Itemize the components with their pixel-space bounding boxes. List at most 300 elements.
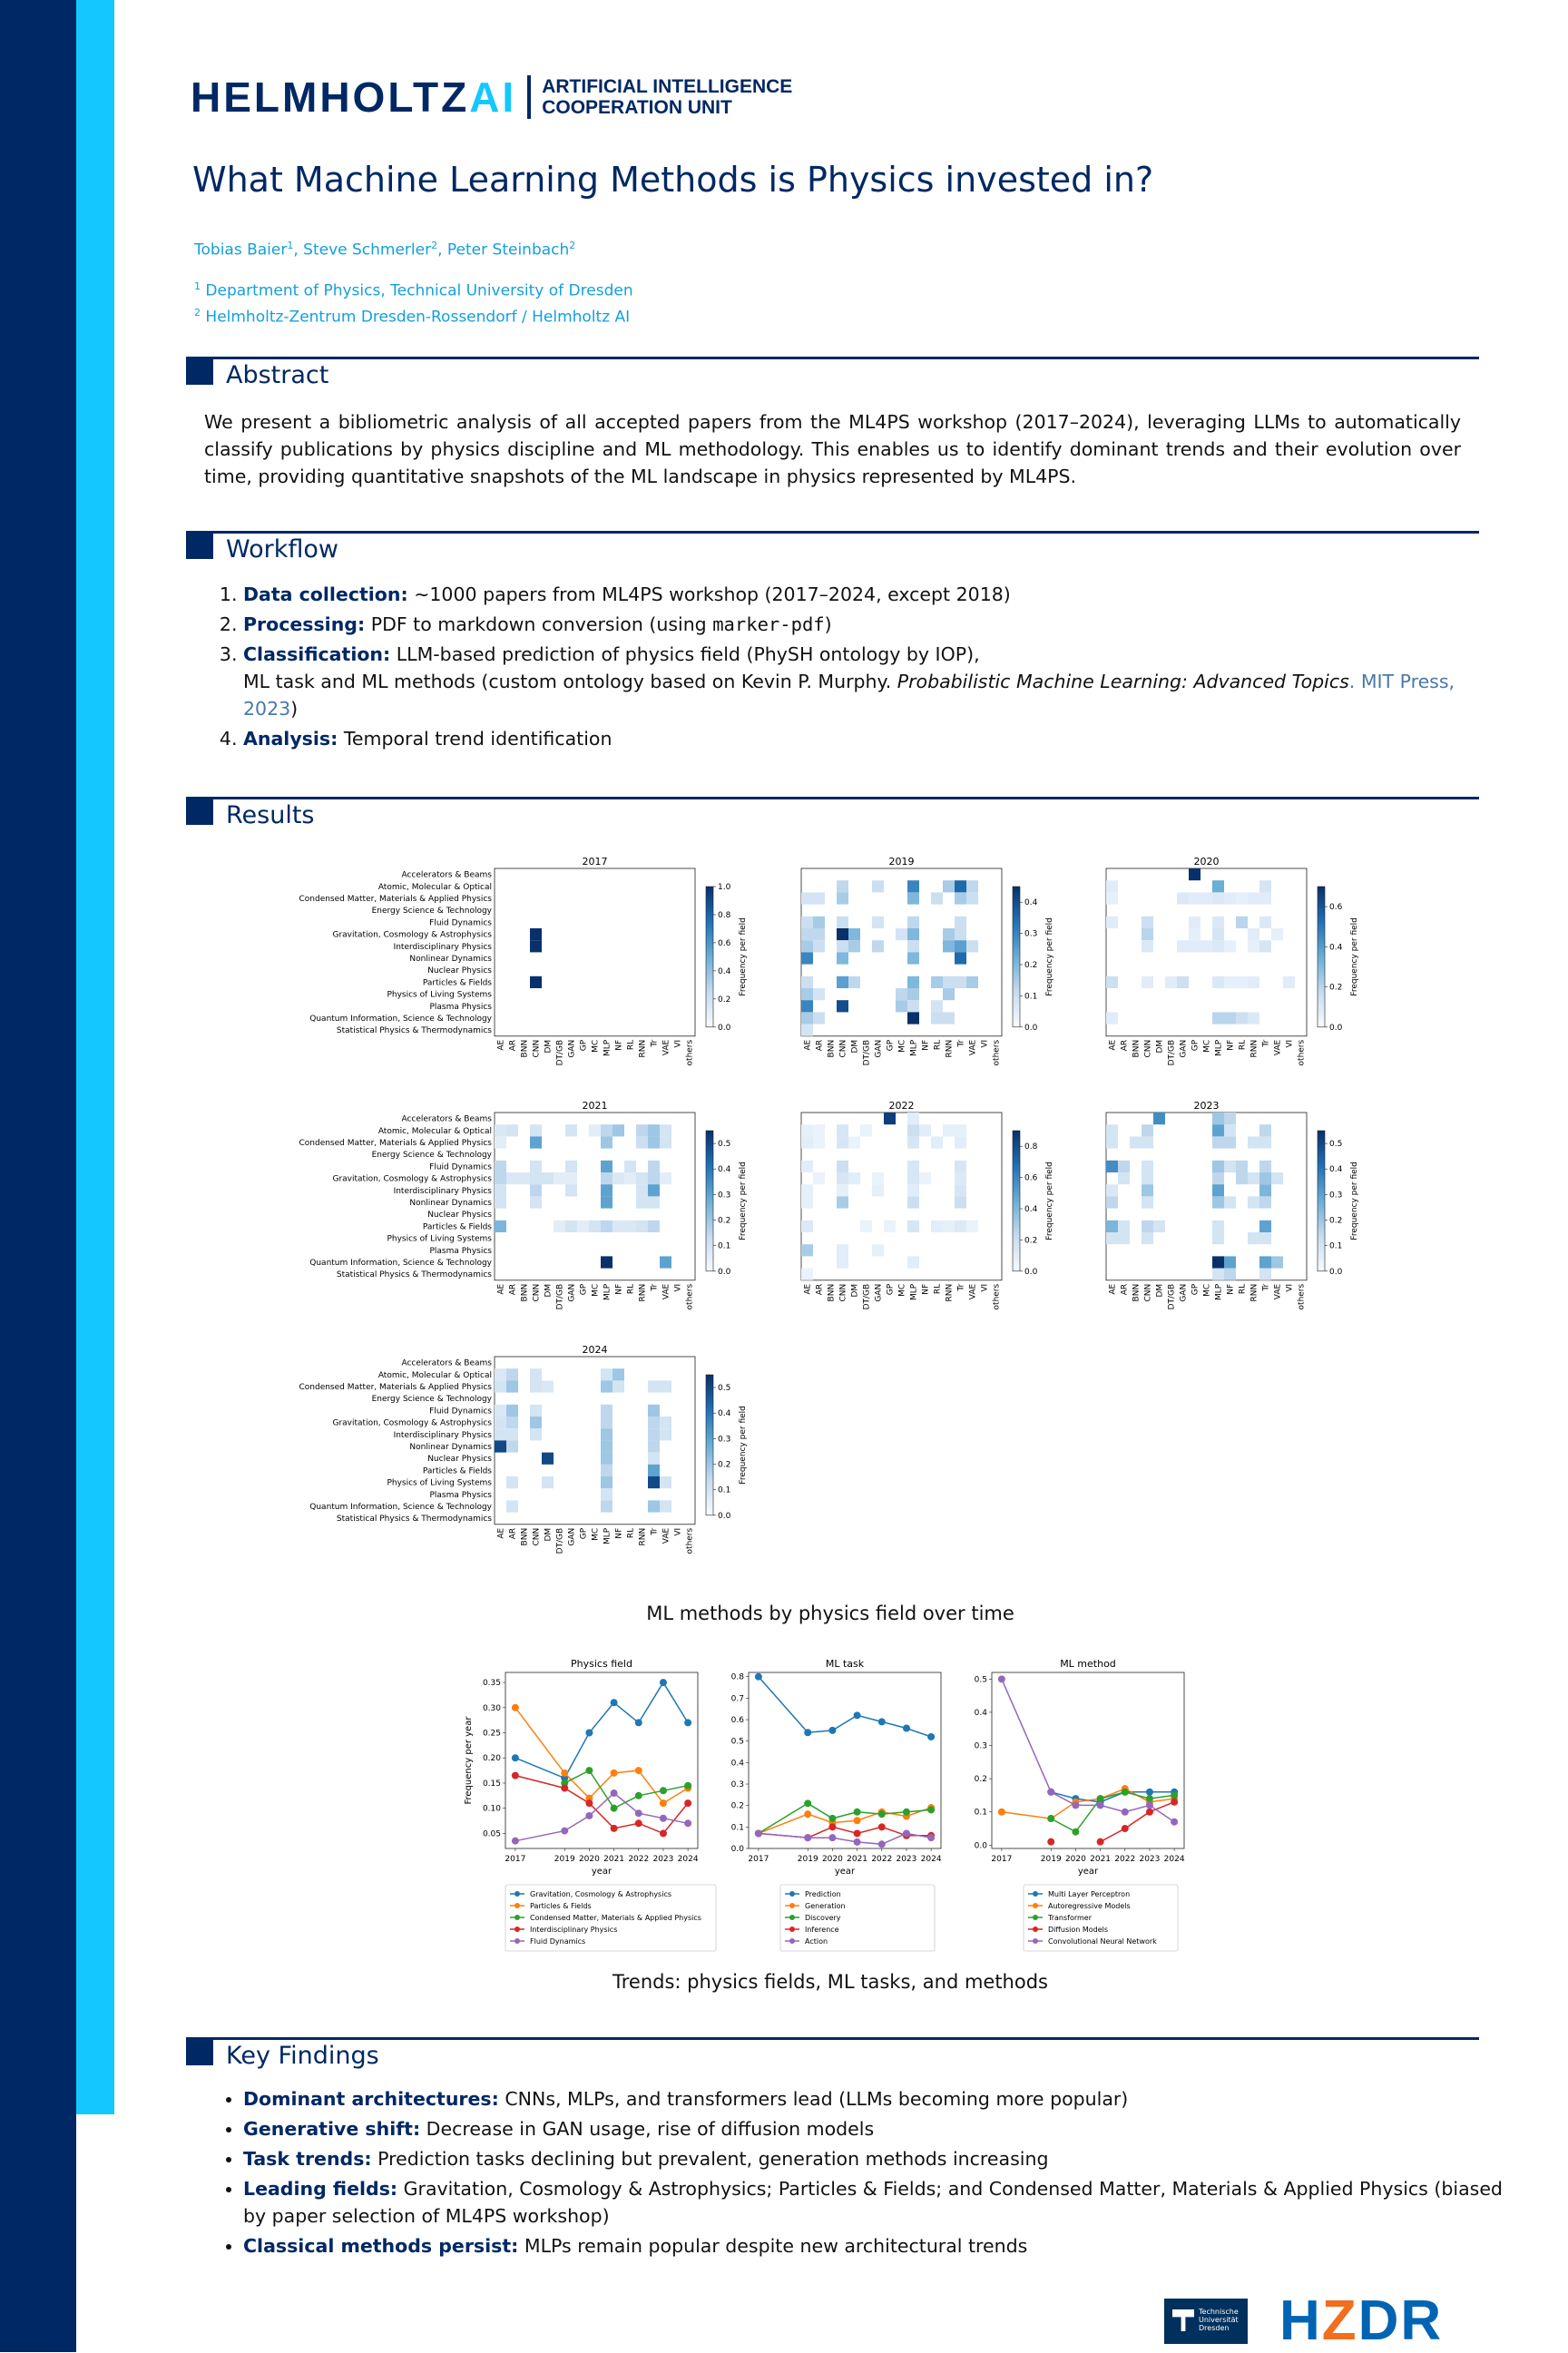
heatmap-panel-2017 <box>299 856 748 1065</box>
heatmap-cell <box>848 928 860 940</box>
data-point <box>854 1817 861 1824</box>
data-point <box>1072 1801 1079 1809</box>
heatmap-col-label: others <box>1297 1283 1307 1310</box>
heatmap-cell <box>506 1417 518 1428</box>
heatmap-panel-2023 <box>1106 1100 1359 1309</box>
heatmap-col-label: AR <box>1120 1283 1130 1296</box>
x-tick-label: 2022 <box>628 1855 650 1864</box>
heatmap-col-label: VI <box>980 1283 990 1292</box>
heatmap-cell <box>1248 976 1259 988</box>
heatmap-cell <box>601 1380 612 1392</box>
colorbar-tick-label: 0.2 <box>1329 983 1343 993</box>
heatmap-cell <box>1224 1256 1236 1268</box>
data-point <box>660 1787 667 1794</box>
heatmap-cell <box>1118 1232 1130 1244</box>
heatmap-cell <box>636 1136 648 1148</box>
legend-marker <box>789 1938 795 1944</box>
legend <box>780 1885 935 1951</box>
heatmap-cell <box>648 1428 660 1440</box>
heatmap-col-label: GAN <box>874 1283 884 1302</box>
heatmap-cell <box>907 1012 919 1024</box>
line-chart-title: ML task <box>825 1658 865 1670</box>
heatmap-cell <box>801 1221 813 1232</box>
heatmap-cell <box>601 1476 612 1488</box>
data-point <box>635 1809 642 1817</box>
data-point <box>1171 1791 1178 1799</box>
heatmap-title: 2022 <box>888 1100 915 1112</box>
heatmap-cell <box>1106 1161 1118 1172</box>
heatmap-cell <box>530 1172 542 1184</box>
heatmap-cell <box>955 1184 966 1196</box>
heatmap-cell <box>601 1196 612 1208</box>
heatmap-cell <box>943 988 955 1000</box>
heatmap-cell <box>955 880 966 892</box>
heatmap-cell <box>530 1184 542 1196</box>
heatmap-col-label: BNN <box>1132 1039 1142 1058</box>
x-tick-label: 2017 <box>505 1855 526 1864</box>
heatmap-cell <box>1212 1256 1224 1268</box>
tu-dresden-logo: Technische Universität Dresden <box>1164 2299 1248 2344</box>
heatmap-row-label: Particles & Fields <box>422 1222 492 1232</box>
heatmap-cell <box>837 1136 848 1148</box>
colorbar <box>1013 887 1020 1027</box>
heatmap-cell <box>1212 1172 1224 1184</box>
legend-label: Generation <box>805 1902 846 1910</box>
legend-marker <box>789 1915 795 1920</box>
heatmap-cell <box>931 1012 943 1024</box>
colorbar-label: Frequency per field <box>739 1406 748 1485</box>
heatmap-cell <box>907 1136 919 1148</box>
legend-label: Autoregressive Models <box>1048 1902 1131 1910</box>
legend-marker <box>1033 1938 1038 1944</box>
heatmap-col-label: DT/GB <box>862 1283 872 1310</box>
heatmap-cell <box>907 1172 919 1184</box>
colorbar-tick-label: 0.0 <box>1024 1023 1038 1033</box>
heatmap-cell <box>931 1000 943 1012</box>
heatmap-cell <box>648 1196 660 1208</box>
heatmap-cell <box>495 1221 506 1232</box>
heatmap-cell <box>837 1244 848 1256</box>
colorbar-tick-label: 0.1 <box>1329 1241 1343 1251</box>
heatmap-row-label: Plasma Physics <box>429 1246 492 1256</box>
line-chart-title: Physics field <box>571 1658 632 1670</box>
heatmap-row-label: Accelerators & Beams <box>401 1114 492 1124</box>
heatmap-cell <box>943 940 955 952</box>
heatmap-row-label: Plasma Physics <box>429 1002 492 1012</box>
heatmap-col-label: VAE <box>1273 1039 1283 1056</box>
line-chart-title: ML method <box>1060 1658 1116 1670</box>
data-point <box>684 1799 691 1807</box>
heatmap-col-label: VI <box>980 1039 990 1048</box>
heatmap-col-label: AE <box>803 1039 813 1051</box>
x-tick-label: 2017 <box>991 1855 1013 1864</box>
colorbar-tick-label: 0.3 <box>1024 929 1038 939</box>
data-point <box>804 1834 811 1841</box>
heatmap-cell <box>1248 1196 1259 1208</box>
data-point <box>927 1733 935 1740</box>
line-chart-ml-method <box>975 1658 1185 1951</box>
data-point <box>1146 1809 1153 1816</box>
heatmap-cell <box>648 1500 660 1512</box>
heatmap-col-label: MC <box>1202 1283 1212 1297</box>
heatmap-cell <box>966 1221 978 1232</box>
colorbar-tick-label: 0.0 <box>1329 1267 1343 1277</box>
heatmap-cell <box>801 1025 813 1036</box>
heatmap-cell <box>1224 976 1236 988</box>
heatmap-col-label: CNN <box>1143 1283 1153 1302</box>
heatmap-panel-2020 <box>1106 856 1359 1065</box>
heatmap-col-label: AE <box>803 1283 813 1295</box>
heatmap-cell <box>848 1136 860 1148</box>
heatmap-cell <box>601 1488 612 1500</box>
colorbar-tick-label: 0.6 <box>718 938 731 948</box>
heatmap-cell <box>1212 1124 1224 1136</box>
y-tick-label: 0.6 <box>730 1716 744 1726</box>
heatmap-cell <box>1118 1172 1130 1184</box>
y-tick-label: 0.1 <box>974 1808 987 1818</box>
heatmap-cell <box>565 1161 577 1172</box>
heatmap-cell <box>872 1244 884 1256</box>
heatmap-cell <box>1189 892 1200 904</box>
y-tick-label: 0.3 <box>730 1780 744 1790</box>
heatmap-cell <box>589 1124 601 1136</box>
x-tick-label: 2021 <box>847 1855 868 1864</box>
citation-link[interactable]: . MIT Press, 2023 <box>243 671 1455 720</box>
heatmap-col-label: Tr <box>956 1039 966 1047</box>
heatmap-cell <box>660 1500 671 1512</box>
line-chart-physics-field <box>464 1658 716 1951</box>
heatmap-cell <box>1224 1269 1236 1280</box>
heatmap-col-label: GP <box>579 1039 589 1052</box>
heatmap-col-label: GAN <box>567 1283 577 1302</box>
heatmap-cell <box>801 917 813 928</box>
colorbar-tick-label: 0.4 <box>718 1165 731 1175</box>
colorbar <box>1318 1131 1325 1271</box>
data-point <box>1146 1789 1153 1796</box>
data-point <box>804 1810 811 1818</box>
line-chart-frame <box>505 1672 698 1848</box>
heatmap-cell <box>506 1440 518 1452</box>
colorbar-tick-label: 0.8 <box>718 910 731 920</box>
data-point <box>878 1840 886 1848</box>
heatmap-cell <box>837 1172 848 1184</box>
heatmap-cell <box>872 880 884 892</box>
colorbar-label: Frequency per field <box>1350 917 1359 996</box>
data-point <box>828 1823 836 1830</box>
heatmap-row-label: Fluid Dynamics <box>429 918 492 928</box>
heatmap-col-label: MC <box>591 1039 601 1053</box>
legend-marker <box>514 1938 520 1944</box>
heatmap-cell <box>530 1428 542 1440</box>
colorbar-tick-label: 0.0 <box>718 1511 731 1521</box>
heatmap-cell <box>1259 1256 1271 1268</box>
heatmap-cell <box>1224 892 1236 904</box>
heatmap-cell <box>955 1221 966 1232</box>
y-tick-label: 0.5 <box>974 1675 987 1685</box>
heatmap-cell <box>612 1380 624 1392</box>
heatmap-cell <box>1236 976 1248 988</box>
heatmap-cell <box>1142 1184 1153 1196</box>
heatmap-col-label: VI <box>673 1039 683 1048</box>
heatmap-cell <box>907 1113 919 1124</box>
heatmap-col-label: VAE <box>662 1527 671 1544</box>
heatmap-cell <box>530 1417 542 1428</box>
author: Steve Schmerler <box>303 240 432 260</box>
heatmap-col-label: CNN <box>532 1527 542 1546</box>
heatmap-cell <box>1212 928 1224 940</box>
heatmap-col-label: BNN <box>520 1527 530 1546</box>
heatmap-cell <box>1177 940 1189 952</box>
logo-subtitle: ARTIFICIAL INTELLIGENCE COOPERATION UNIT <box>542 76 793 118</box>
affiliation: $^2$ Helmholtz-Zentrum Dresden-Rossendorf / Helmholtz AI <box>194 306 631 327</box>
heatmap-cell <box>837 952 848 964</box>
y-tick-label: 0.10 <box>482 1804 501 1814</box>
y-tick-label: 0.30 <box>482 1703 501 1713</box>
heatmap-cell <box>1248 1232 1259 1244</box>
heatmap-col-label: Tr <box>956 1283 966 1291</box>
heatmap-col-label: MLP <box>1214 1283 1224 1301</box>
colorbar-tick-label: 0.4 <box>718 966 731 976</box>
heatmap-col-label: DM <box>544 1283 554 1298</box>
heatmap-cell <box>1189 940 1200 952</box>
y-tick-label: 0.5 <box>730 1737 744 1747</box>
data-point <box>684 1782 691 1789</box>
heatmap-cell <box>1259 892 1271 904</box>
y-tick-label: 0.8 <box>730 1672 744 1682</box>
x-tick-label: 2023 <box>652 1855 674 1864</box>
heatmap-cell <box>1259 917 1271 928</box>
heatmap-cell <box>1212 1232 1224 1244</box>
heatmap-cell <box>660 1380 671 1392</box>
heatmap-cell <box>943 1221 955 1232</box>
heatmap-cell <box>801 940 813 952</box>
heatmap-cell <box>1212 1221 1224 1232</box>
colorbar-tick-label: 0.1 <box>718 1485 731 1495</box>
data-point <box>1171 1799 1178 1806</box>
data-point <box>585 1767 593 1774</box>
heatmap-col-label: AR <box>1120 1039 1130 1052</box>
heatmap-cell <box>1283 976 1295 988</box>
heatmap-row-label: Nonlinear Dynamics <box>409 1199 492 1208</box>
heatmap-col-label: MC <box>591 1527 601 1541</box>
heatmap-row-label: Nonlinear Dynamics <box>409 955 492 964</box>
heatmap-cell <box>1259 1172 1271 1184</box>
finding-item: • Task trends: Prediction tasks declining but prevalent, generation methods increasing <box>243 2145 1514 2172</box>
heatmap-cell <box>506 1172 518 1184</box>
colorbar-label: Frequency per field <box>1350 1162 1359 1240</box>
heatmap-col-label: DT/GB <box>862 1039 872 1066</box>
legend-label: Transformer <box>1048 1914 1093 1922</box>
heatmap-cell <box>1212 1269 1224 1280</box>
heatmap-col-label: RL <box>626 1283 636 1295</box>
x-tick-label: 2023 <box>1139 1855 1161 1864</box>
heatmap-cell <box>907 940 919 952</box>
colorbar-tick-label: 0.2 <box>718 995 731 1005</box>
heatmap-cell <box>1212 1012 1224 1024</box>
heatmap-cell <box>955 1161 966 1172</box>
heatmap-cell <box>955 917 966 928</box>
author: Tobias Baier <box>194 240 288 260</box>
colorbar-tick-label: 0.6 <box>1329 903 1343 913</box>
colorbar-tick-label: 0.5 <box>1329 1140 1343 1150</box>
heatmap-row-label: Fluid Dynamics <box>429 1162 492 1172</box>
heatmap-cell <box>837 1161 848 1172</box>
heatmap-cell <box>495 1161 506 1172</box>
colorbar-tick-label: 0.1 <box>718 1241 731 1251</box>
heatmap-figure <box>0 853 1568 1579</box>
heatmap-cell <box>955 952 966 964</box>
heatmap-cell <box>530 1380 542 1392</box>
data-point <box>512 1754 519 1761</box>
heatmap-row-label: Statistical Physics & Thermodynamics <box>336 1026 492 1036</box>
heatmap-cell <box>872 917 884 928</box>
heatmap-cell <box>1106 1221 1118 1232</box>
heatmap-col-label: RL <box>626 1039 636 1051</box>
heatmap-cell <box>636 1196 648 1208</box>
heatmap-cell <box>648 1161 660 1172</box>
data-point <box>998 1809 1005 1816</box>
heatmap-cell <box>801 988 813 1000</box>
legend <box>1024 1885 1178 1951</box>
heatmap-col-label: CNN <box>532 1039 542 1058</box>
section-marker <box>186 359 213 385</box>
heatmap-cell <box>919 1124 931 1136</box>
heatmap-frame <box>495 868 695 1036</box>
colorbar-tick-label: 0.3 <box>718 1191 731 1201</box>
trends-caption: Trends: physics fields, ML tasks, and methods <box>612 1971 1048 1993</box>
heatmap-cell <box>612 1221 624 1232</box>
colorbar <box>1318 887 1325 1027</box>
workflow-item: 4. Analysis: Temporal trend identification <box>243 725 1504 752</box>
x-tick-label: 2021 <box>603 1855 625 1864</box>
workflow-item: 2. Processing: PDF to markdown conversion (using marker-pdf) <box>243 611 1504 638</box>
heatmap-cell <box>601 1417 612 1428</box>
heatmap-cell <box>837 1124 848 1136</box>
x-tick-label: 2019 <box>1040 1855 1062 1864</box>
heatmap-cell <box>801 892 813 904</box>
heatmap-cell <box>801 1136 813 1148</box>
heatmap-col-label: VAE <box>662 1283 671 1300</box>
heatmap-col-label: DM <box>544 1039 554 1054</box>
heatmap-cell <box>612 1368 624 1380</box>
heatmap-panel-2024 <box>299 1344 748 1554</box>
heatmap-cell <box>577 1221 589 1232</box>
colorbar-tick-label: 0.4 <box>1329 1165 1343 1175</box>
finding-item: • Generative shift: Decrease in GAN usage, rise of diffusion models <box>243 2115 1514 2142</box>
heatmap-cell <box>1224 1161 1236 1172</box>
heatmap-cell <box>1212 880 1224 892</box>
heatmap-cell <box>495 1380 506 1392</box>
workflow-list <box>200 581 1504 755</box>
heatmap-cell <box>872 1184 884 1196</box>
heatmap-cell <box>848 976 860 988</box>
author-list: Tobias Baier$^1$, Steve Schmerler$^2$, Peter Steinbach$^2$ <box>194 240 576 260</box>
heatmap-cell <box>801 952 813 964</box>
heatmap-row-label: Atomic, Molecular & Optical <box>377 1370 492 1380</box>
heatmap-col-label: VAE <box>1273 1283 1283 1300</box>
data-point <box>585 1730 593 1737</box>
heatmap-cell <box>943 880 955 892</box>
data-point <box>1122 1809 1129 1816</box>
heatmap-cell <box>1236 1161 1248 1172</box>
heatmap-row-label: Energy Science & Technology <box>371 1395 492 1405</box>
data-point <box>1072 1828 1079 1836</box>
data-point <box>1047 1789 1054 1796</box>
heatmap-row-label: Atomic, Molecular & Optical <box>377 1126 492 1136</box>
heatmap-cell <box>884 1113 896 1124</box>
heatmap-col-label: DT/GB <box>1167 1283 1177 1310</box>
data-point <box>854 1838 861 1846</box>
heatmap-row-label: Quantum Information, Science & Technology <box>309 1503 492 1512</box>
heatmap-col-label: NF <box>1226 1283 1236 1295</box>
legend <box>505 1885 716 1951</box>
heatmap-col-label: RL <box>1238 1039 1248 1051</box>
heatmap-cell <box>1189 917 1200 928</box>
heatmap-cell <box>1259 1184 1271 1196</box>
heatmap-cell <box>955 1124 966 1136</box>
legend-label: Prediction <box>805 1890 841 1898</box>
heatmap-row-label: Physics of Living Systems <box>387 1478 492 1488</box>
heatmap-cell <box>813 1172 825 1184</box>
heatmap-cell <box>907 917 919 928</box>
heatmap-col-label: MLP <box>909 1283 919 1301</box>
x-tick-label: 2021 <box>1090 1855 1112 1864</box>
data-point <box>998 1675 1005 1682</box>
heatmap-col-label: DT/GB <box>555 1283 565 1310</box>
heatmap-cell <box>1142 1221 1153 1232</box>
heatmap-cell <box>896 928 907 940</box>
heatmap-cell <box>801 1269 813 1280</box>
heatmap-cell <box>530 1136 542 1148</box>
colorbar-tick-label: 0.2 <box>718 1460 731 1470</box>
heatmap-cell <box>848 940 860 952</box>
legend-frame <box>780 1885 935 1951</box>
colorbar-tick-label: 0.0 <box>718 1023 731 1033</box>
heatmap-row-label: Plasma Physics <box>429 1490 492 1500</box>
heatmap-cell <box>907 988 919 1000</box>
heatmap-cell <box>1106 1196 1118 1208</box>
data-point <box>878 1718 886 1725</box>
heatmap-cell <box>612 1172 624 1184</box>
legend-label: Convolutional Neural Network <box>1048 1937 1157 1946</box>
heatmap-cell <box>636 1221 648 1232</box>
y-tick-label: 0.2 <box>974 1775 987 1785</box>
data-point <box>660 1799 667 1807</box>
heatmap-cell <box>813 1124 825 1136</box>
x-tick-label: 2023 <box>896 1855 917 1864</box>
heatmap-panel-2019 <box>801 856 1054 1065</box>
heatmap-cell <box>660 1124 671 1136</box>
finding-item: • Classical methods persist: MLPs remain popular despite new architectural trends <box>243 2232 1514 2260</box>
heatmap-row-label: Statistical Physics & Thermodynamics <box>336 1515 492 1525</box>
heatmap-col-label: MLP <box>603 1039 612 1057</box>
y-axis-label: Frequency per year <box>464 1716 474 1805</box>
data-point <box>585 1799 593 1807</box>
heatmap-cell <box>966 880 978 892</box>
heatmap-cell <box>860 1221 872 1232</box>
heatmap-cell <box>1212 1161 1224 1172</box>
data-point <box>561 1770 568 1777</box>
heatmap-cell <box>1142 1136 1153 1148</box>
data-point <box>512 1772 519 1779</box>
heatmap-cell <box>837 1000 848 1012</box>
heatmap-row-label: Condensed Matter, Materials & Applied Physics <box>299 895 492 904</box>
heatmap-col-label: RNN <box>1250 1039 1259 1058</box>
colorbar-tick-label: 0.3 <box>718 1435 731 1445</box>
heatmap-col-label: NF <box>921 1283 931 1295</box>
heatmap-cell <box>495 1136 506 1148</box>
heatmap-row-label: Interdisciplinary Physics <box>393 942 492 952</box>
